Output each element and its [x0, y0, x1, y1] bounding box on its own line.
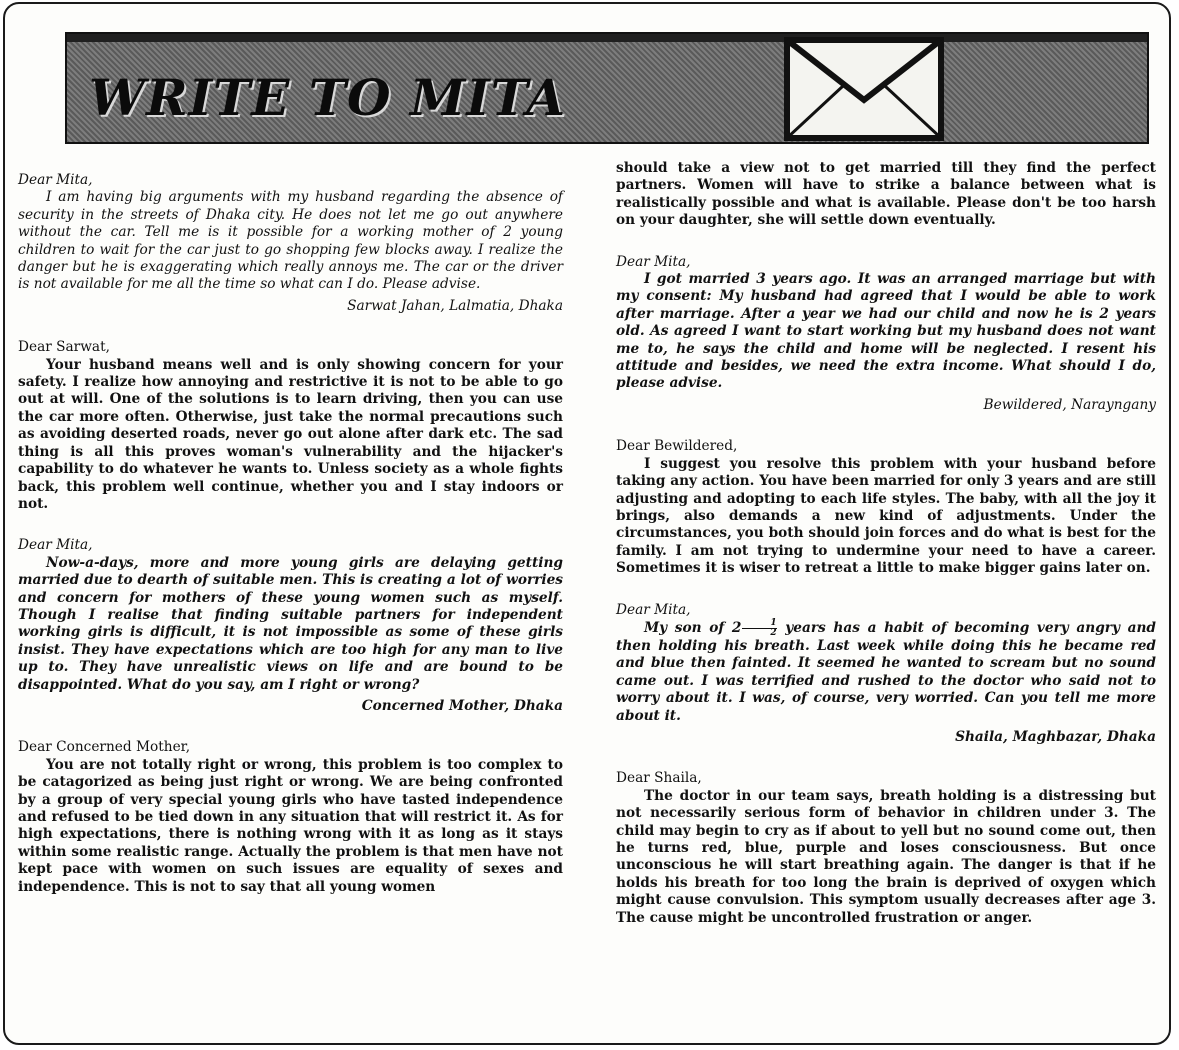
reply-sarwat [18, 339, 563, 513]
banner-strip [67, 34, 1147, 42]
spacer [616, 578, 1156, 602]
reply-salutation: Dear Bewildered, [616, 438, 738, 455]
letter-salutation: Dear Mita, [18, 172, 93, 188]
reply-shaila [616, 770, 1156, 927]
reply-salutation: Dear Concerned Mother, [18, 739, 191, 756]
left-column [18, 172, 563, 896]
reply-salutation: Dear Sarwat, [18, 339, 110, 356]
letter-salutation: Dear Mita, [616, 253, 691, 270]
reply-body: I suggest you resolve this problem with your husband before taking any action. You have been married for only 3 years and are still adjusting and adopting to each life styles. The baby, with all the joy it brings, also demands a new kind of adjustments. Under the circumstances, you both should join forces and do what is best for the family. I am not trying to undermine your need to have a career. Sometimes it is wiser to retreat a little to make bigger gains later on. [616, 455, 1156, 577]
spacer [18, 513, 563, 537]
letter-body-rest: years has a habit of becoming very angry and then holding his breath. Last week while doing this he became red and blue then fainted. It seemed he wanted to scream but no sound came out. I was terrified and rushed to the doctor who said not to worry about it. I was, of course, very worried. Can you tell me more about it. [616, 619, 1156, 724]
envelope-icon [765, 34, 961, 146]
reply-body-continued: should take a view not to get married till they find the perfect partners. Women will have to strike a balance between what is realistically possible and what is available. Please don't be too harsh on your daughter, she will settle down eventually. [616, 160, 1156, 229]
reply-salutation: Dear Shaila, [616, 770, 702, 787]
title-banner [65, 32, 1149, 144]
letter-signature: Sarwat Jahan, Lalmatia, Dhaka [347, 297, 563, 314]
right-column [616, 160, 1156, 927]
letter-signature: Bewildered, Narayngany [983, 396, 1156, 413]
letter-shaila [616, 602, 1156, 747]
page-title: WRITE TO MITA [89, 68, 566, 127]
letter-signature: Shaila, Maghbazar, Dhaka [955, 728, 1156, 745]
spacer [18, 715, 563, 739]
reply-concerned-mother-continued [616, 160, 1156, 230]
letter-body: Now-a-days, more and more young girls are delaying getting married due to dearth of suitable men. This is creating a lot of worries and concern for mothers of these young women such as myself. Though I realise that finding suitable partners for independent working girls is difficult, it is not impossible as some of these girls insist. They have expectations which are too high for any man to live up to. They have unrealistic views on life and are bound to be disappointed. What do you say, am I right or wrong? [18, 554, 563, 693]
spacer [616, 230, 1156, 254]
letter-signature: Concerned Mother, Dhaka [361, 697, 563, 714]
spacer [18, 315, 563, 339]
letter-salutation: Dear Mita, [616, 601, 691, 618]
letter-body: I got married 3 years ago. It was an arranged marriage but with my consent: My husband had agreed that I would be able to work after marriage. After a year we had our child and now he is 2 years old. As agreed I want to start working but my husband does not want me to, he says the child and home will be neglected. I resent his attitude and besides, we need the extra income. What should I do, please advise. [616, 271, 1156, 392]
letter-body [616, 619, 1156, 725]
reply-body: The doctor in our team says, breath holding is a distressing but not necessarily serious form of behavior in children under 3. The child may begin to cry as if about to yell but no sound come out, then he turns red, blue, purple and loses consciousness. But once unconscious he will start breathing again. The danger is that if he holds his breath for too long the brain is deprived of oxygen which might cause convulsion. This symptom usually decreases after age 3. The cause might be uncontrolled frustration or anger. [616, 787, 1156, 926]
letter-bewildered [616, 254, 1156, 415]
spacer [616, 414, 1156, 438]
letter-concerned-mother [18, 537, 563, 715]
reply-body: Your husband means well and is only showing concern for your safety. I realize how annoying and restrictive it is not to be able to go out at will. One of the solutions is to learn driving, then you can use the car more often. Otherwise, just take the normal precautions such as avoiding deserted roads, never go out alone after dark etc. The sad thing is all this proves woman's vulnerability and the hijacker's capability to do whatever he wants to. Unless society as a whole fights back, this problem well continue, whether you and I stay indoors or not. [18, 356, 563, 512]
fraction-numerator: 1 [742, 619, 776, 629]
spacer [616, 746, 1156, 770]
letter-salutation: Dear Mita, [18, 537, 93, 554]
reply-bewildered [616, 438, 1156, 577]
reply-body: You are not totally right or wrong, this problem is too complex to be catagorized as being just right or wrong. We are being confronted by a group of very special young girls who have tasted independence and refused to be tied down in any situation that will restrict it. As for high expectations, there is nothing wrong with it as long as it stays within some realistic range. Actually the problem is that men have not kept pace with women on such issues are equality of sexes and independence. This is not to say that all young women [18, 756, 563, 895]
fraction [742, 619, 776, 638]
letter-body-start: My son of 2 [644, 619, 742, 636]
reply-concerned-mother [18, 739, 563, 896]
letter-sarwat [18, 172, 563, 315]
fraction-denominator: 2 [770, 627, 777, 638]
letter-body: I am having big arguments with my husband regarding the absence of security in the streets of Dhaka city. He does not let me go out anywhere without the car. Tell me is it possible for a working mother of 2 young children to wait for the car just to go shopping few blocks away. I realize the danger but he is exaggerating which really annoys me. The car or the driver is not available for me all the time so what can I do. Please advise. [18, 189, 563, 293]
